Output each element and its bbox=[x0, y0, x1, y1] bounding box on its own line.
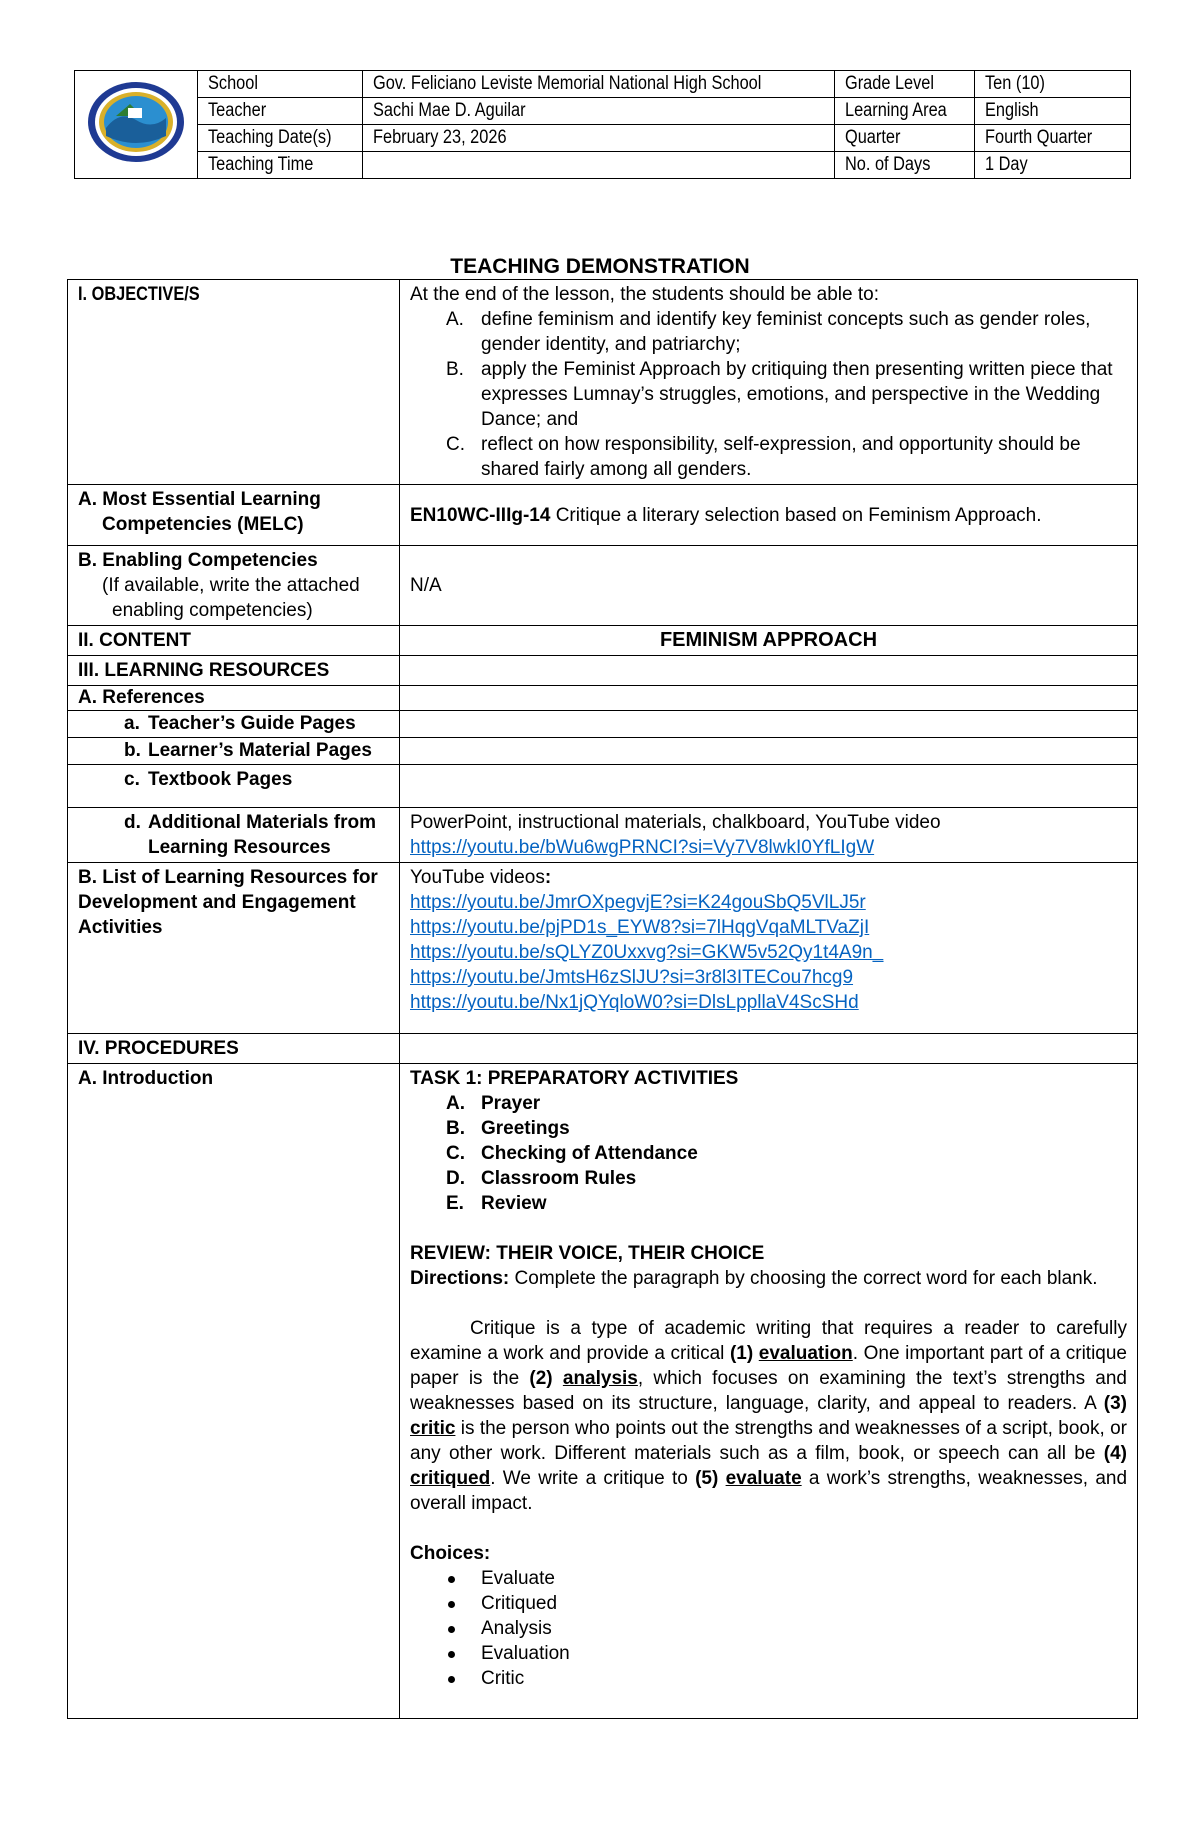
youtube-videos-heading: YouTube videos: bbox=[410, 867, 552, 888]
melc-text: Critique a literary selection based on Feminism Approach. bbox=[550, 504, 1042, 526]
content-label: II. CONTENT bbox=[68, 626, 400, 656]
bullet-icon bbox=[448, 1601, 455, 1608]
list-item: A. define feminism and identify key feminist concepts such as gender roles, gender identity, and patriarchy; bbox=[446, 309, 1091, 355]
learning-resources-label: III. LEARNING RESOURCES bbox=[68, 656, 400, 686]
learning-area-label: Learning Area bbox=[835, 98, 974, 125]
objectives-intro: At the end of the lesson, the students should be able to: bbox=[410, 284, 879, 305]
list-item: E. Review bbox=[446, 1193, 547, 1214]
content-value: FEMINISM APPROACH bbox=[400, 626, 1138, 656]
grade-level-value: Ten (10) bbox=[974, 71, 1130, 98]
days-label: No. of Days bbox=[835, 152, 974, 179]
days-value: 1 Day bbox=[974, 152, 1130, 179]
enabling-value: N/A bbox=[400, 546, 1138, 626]
objectives-label: I. OBJECTIVE/S bbox=[68, 280, 400, 485]
school-header-table bbox=[74, 70, 1131, 179]
quarter-value: Fourth Quarter bbox=[974, 125, 1130, 152]
list-item: Evaluation bbox=[410, 1641, 1127, 1666]
teaching-time-value bbox=[362, 152, 835, 179]
page-title: TEACHING DEMONSTRATION bbox=[450, 255, 750, 278]
list-item: B. Greetings bbox=[446, 1118, 570, 1139]
list-item: A. Prayer bbox=[446, 1093, 541, 1114]
teaching-date-label: Teaching Date(s) bbox=[198, 125, 363, 152]
list-item: Critiqued bbox=[410, 1591, 1127, 1616]
resource-list-value bbox=[400, 863, 1138, 1034]
school-label: School bbox=[198, 71, 363, 98]
procedures-value bbox=[400, 1034, 1138, 1064]
list-item: C. Checking of Attendance bbox=[446, 1143, 698, 1164]
introduction-row bbox=[68, 1064, 1138, 1719]
content-row bbox=[68, 626, 1138, 656]
textbook-value bbox=[400, 765, 1138, 808]
melc-label: A. Most Essential Learning Competencies (MELC) bbox=[68, 485, 400, 546]
youtube-link[interactable]: https://youtu.be/bWu6wgPRNCI?si=Vy7V8lwkI0YfLIgW bbox=[410, 837, 875, 858]
objectives-content bbox=[400, 280, 1138, 485]
list-item: Analysis bbox=[410, 1616, 1127, 1641]
grade-level-label: Grade Level bbox=[835, 71, 974, 98]
teaching-date-value: February 23, 2026 bbox=[362, 125, 835, 152]
teacher-label: Teacher bbox=[198, 98, 363, 125]
references-value bbox=[400, 686, 1138, 711]
youtube-link[interactable]: https://youtu.be/JmrOXpegvjE?si=K24gouSbQ5VlLJ5r bbox=[410, 892, 866, 913]
youtube-link[interactable]: https://youtu.be/JmtsH6zSlJU?si=3r8l3ITECou7hcg9 bbox=[410, 967, 854, 988]
choices-heading: Choices: bbox=[410, 1543, 491, 1564]
additional-materials-row bbox=[68, 808, 1138, 863]
objectives-list bbox=[410, 307, 1127, 482]
resource-list-label: B. List of Learning Resources for Development and Engagement Activities bbox=[68, 863, 400, 1034]
school-logo bbox=[75, 71, 198, 179]
list-item: B. apply the Feminist Approach by critiquing then presenting written piece that expresses Lumnay’s struggles, emotions, and perspective in the Wedding Dance; and bbox=[446, 359, 1113, 430]
lesson-plan-table bbox=[67, 279, 1138, 1719]
teachers-guide-value bbox=[400, 711, 1138, 738]
introduction-content bbox=[400, 1064, 1138, 1719]
preparatory-list bbox=[410, 1091, 1127, 1216]
bullet-icon bbox=[448, 1676, 455, 1683]
bullet-icon bbox=[448, 1626, 455, 1633]
references-label: A. References bbox=[68, 686, 400, 711]
learning-area-value: English bbox=[974, 98, 1130, 125]
procedures-label: IV. PROCEDURES bbox=[68, 1034, 400, 1064]
learners-material-value bbox=[400, 738, 1138, 765]
youtube-link[interactable]: https://youtu.be/Nx1jQYqloW0?si=DlsLppllaV4ScSHd bbox=[410, 992, 859, 1013]
melc-row bbox=[68, 485, 1138, 546]
additional-materials-text: PowerPoint, instructional materials, chalkboard, YouTube video bbox=[410, 812, 941, 833]
bullet-icon bbox=[448, 1576, 455, 1583]
introduction-label: A. Introduction bbox=[68, 1064, 400, 1719]
melc-code: EN10WC-IIIg-14 bbox=[410, 504, 551, 526]
objectives-row bbox=[68, 280, 1138, 485]
learning-resources-value bbox=[400, 656, 1138, 686]
choices-list bbox=[410, 1566, 1127, 1691]
enabling-label: B. Enabling Competencies (If available, write the attached enabling competencies) bbox=[68, 546, 400, 626]
task1-heading: TASK 1: PREPARATORY ACTIVITIES bbox=[410, 1068, 739, 1089]
teachers-guide-row bbox=[68, 711, 1138, 738]
directions: Directions: Complete the paragraph by choosing the correct word for each blank. bbox=[410, 1268, 1098, 1289]
bullet-icon bbox=[448, 1651, 455, 1658]
learners-material-row bbox=[68, 738, 1138, 765]
learners-material-label: b. Learner’s Material Pages bbox=[68, 738, 400, 765]
review-heading: REVIEW: THEIR VOICE, THEIR CHOICE bbox=[410, 1243, 765, 1264]
teaching-time-label: Teaching Time bbox=[198, 152, 363, 179]
list-item: C. reflect on how responsibility, self-expression, and opportunity should be shared fairly among all genders. bbox=[446, 434, 1081, 480]
textbook-row bbox=[68, 765, 1138, 808]
enabling-row bbox=[68, 546, 1138, 626]
quarter-label: Quarter bbox=[835, 125, 974, 152]
list-item: Critic bbox=[410, 1666, 1127, 1691]
melc-content bbox=[400, 485, 1138, 546]
list-item: Evaluate bbox=[410, 1566, 1127, 1591]
teachers-guide-label: a. Teacher’s Guide Pages bbox=[68, 711, 400, 738]
resource-list-row bbox=[68, 863, 1138, 1034]
youtube-link[interactable]: https://youtu.be/pjPD1s_EYW8?si=7lHqgVqaMLTVaZjI bbox=[410, 917, 870, 938]
textbook-label: c. Textbook Pages bbox=[68, 765, 400, 808]
teacher-value: Sachi Mae D. Aguilar bbox=[362, 98, 835, 125]
additional-materials-value bbox=[400, 808, 1138, 863]
learning-resources-row bbox=[68, 656, 1138, 686]
review-paragraph: Critique is a type of academic writing that requires a reader to carefully examine a work and provide a critical (1) evaluation. One important part of a critique paper is the (2) analysis, which focuses on examining the text’s strengths and weaknesses based on its structure, language, clarity, and appeal to readers. A (3) critic is the person who points out the strengths and weaknesses of a script, book, or any other work. Different materials such as a film, book, or speech can all be (4) critiqued. We write a critique to (5) evaluate a work’s strengths, weaknesses, and overall impact. bbox=[410, 1318, 1128, 1514]
youtube-link[interactable]: https://youtu.be/sQLYZ0Uxxvg?si=GKW5v52Qy1t4A9n_ bbox=[410, 942, 884, 963]
school-seal-logo-icon bbox=[80, 80, 192, 164]
additional-materials-label: d. Additional Materials from Learning Resources bbox=[68, 808, 400, 863]
list-item: D. Classroom Rules bbox=[446, 1168, 637, 1189]
procedures-row bbox=[68, 1034, 1138, 1064]
references-row bbox=[68, 686, 1138, 711]
school-value: Gov. Feliciano Leviste Memorial National High School bbox=[362, 71, 835, 98]
